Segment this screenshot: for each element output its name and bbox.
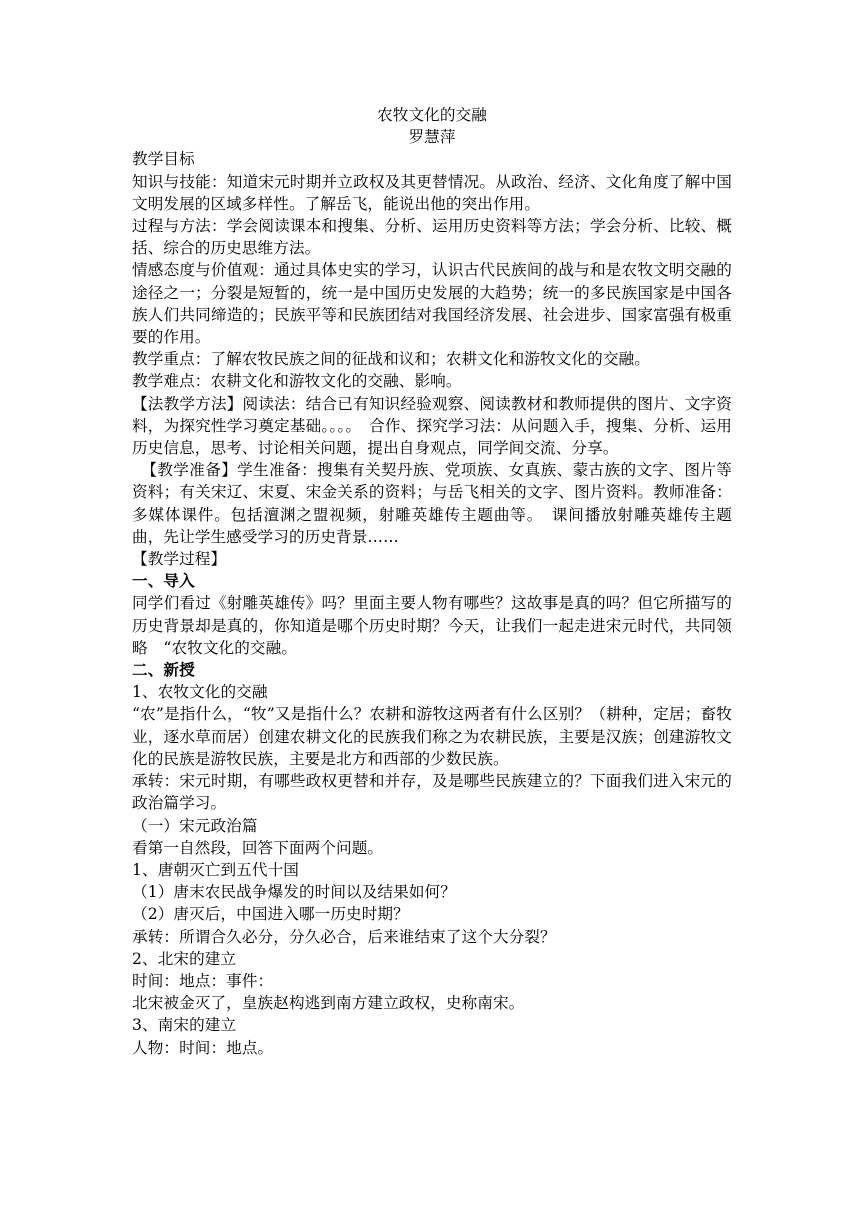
section-heading: 二、新授 bbox=[132, 660, 195, 680]
paragraph: 承转：宋元时期，有哪些政权更替和并存，及是哪些民族建立的？下面我们进入宋元的政治篇学习。 bbox=[132, 772, 732, 813]
paragraph: 同学们看过《射雕英雄传》吗？里面主要人物有哪些？这故事是真的吗？但它所描写的历史背景却是真的，你知道是哪个历史时期？今天，让我们一起走进宋元时代，共同领略 “农牧文化的交融。 bbox=[132, 594, 732, 657]
paragraph: 3、南宋的建立 bbox=[132, 1016, 237, 1035]
paragraph: 情感态度与价值观：通过具体史实的学习，认识古代民族间的战与和是农牧文明交融的途径之一；分裂是短暂的，统一是中国历史发展的大趋势；统一的多民族国家是中国各族人们共同缔造的；民族平等和民族团结对我国经济发展、社会进步、国家富强有极重要的作用。 bbox=[132, 261, 732, 347]
document-page bbox=[132, 104, 732, 1059]
paragraph: 1、农牧文化的交融 bbox=[132, 683, 268, 702]
paragraph: 人物：时间：地点。 bbox=[132, 1038, 274, 1057]
paragraph: 【教学过程】 bbox=[132, 550, 227, 569]
paragraph: 看第一自然段，回答下面两个问题。 bbox=[132, 838, 384, 857]
paragraph: 教学重点：了解农牧民族之间的征战和议和；农耕文化和游牧文化的交融。 bbox=[132, 350, 650, 369]
paragraph: 承转：所谓合久必分，分久必合，后来谁结束了这个大分裂？ bbox=[132, 927, 556, 946]
paragraph: 过程与方法：学会阅读课本和搜集、分析、运用历史资料等方法；学会分析、比较、概括、综合的历史思维方法。 bbox=[132, 217, 732, 258]
document-title: 农牧文化的交融 bbox=[377, 106, 487, 124]
paragraph: （2）唐灭后，中国进入哪一历史时期？ bbox=[132, 905, 409, 924]
document-author: 罗慧萍 bbox=[408, 128, 456, 147]
paragraph: 教学难点：农耕文化和游牧文化的交融、影响。 bbox=[132, 372, 462, 391]
paragraph: 1、唐朝灭亡到五代十国 bbox=[132, 860, 299, 879]
paragraph: 【法教学方法】阅读法：结合已有知识经验观察、阅读教材和教师提供的图片、文字资料，为探究性学习奠定基础。。。。 合作、探究学习法：从问题入手，搜集、分析、运用历史信息，思考、讨论相关问题，提出自身观点，同学间交流、分享。 bbox=[132, 394, 732, 458]
section-heading: 一、导入 bbox=[132, 571, 195, 591]
paragraph: （一）宋元政治篇 bbox=[132, 816, 258, 835]
paragraph: 知识与技能：知道宋元时期并立政权及其更替情况。从政治、经济、文化角度了解中国文明发展的区域多样性。了解岳飞，能说出他的突出作用。 bbox=[132, 172, 732, 213]
paragraph: 时间：地点：事件： bbox=[132, 971, 274, 990]
paragraph: 教学目标 bbox=[132, 150, 195, 169]
document-body bbox=[132, 148, 732, 1058]
paragraph: （1）唐末农民战争爆发的时间以及结果如何？ bbox=[132, 883, 456, 902]
paragraph: 北宋被金灭了，皇族赵构逃到南方建立政权，史称南宋。 bbox=[132, 994, 525, 1013]
paragraph: 2、北宋的建立 bbox=[132, 949, 237, 968]
paragraph: “农”是指什么，“牧”又是指什么？农耕和游牧这两者有什么区别？（耕种，定居；畜牧业，逐水草而居）创建农耕文化的民族我们称之为农耕民族，主要是汉族；创建游牧文化的民族是游牧民族，主要是北方和西部的少数民族。 bbox=[132, 705, 732, 768]
paragraph: 【教学准备】学生准备：搜集有关契丹族、党项族、女真族、蒙古族的文字、图片等资料；有关宋辽、宋夏、宋金关系的资料；与岳飞相关的文字、图片资料。教师准备：多媒体课件。包括澶渊之盟视频，射雕英雄传主题曲等。 课间播放射雕英雄传主题曲，先让学生感受学习的历史背景…… bbox=[132, 461, 732, 546]
